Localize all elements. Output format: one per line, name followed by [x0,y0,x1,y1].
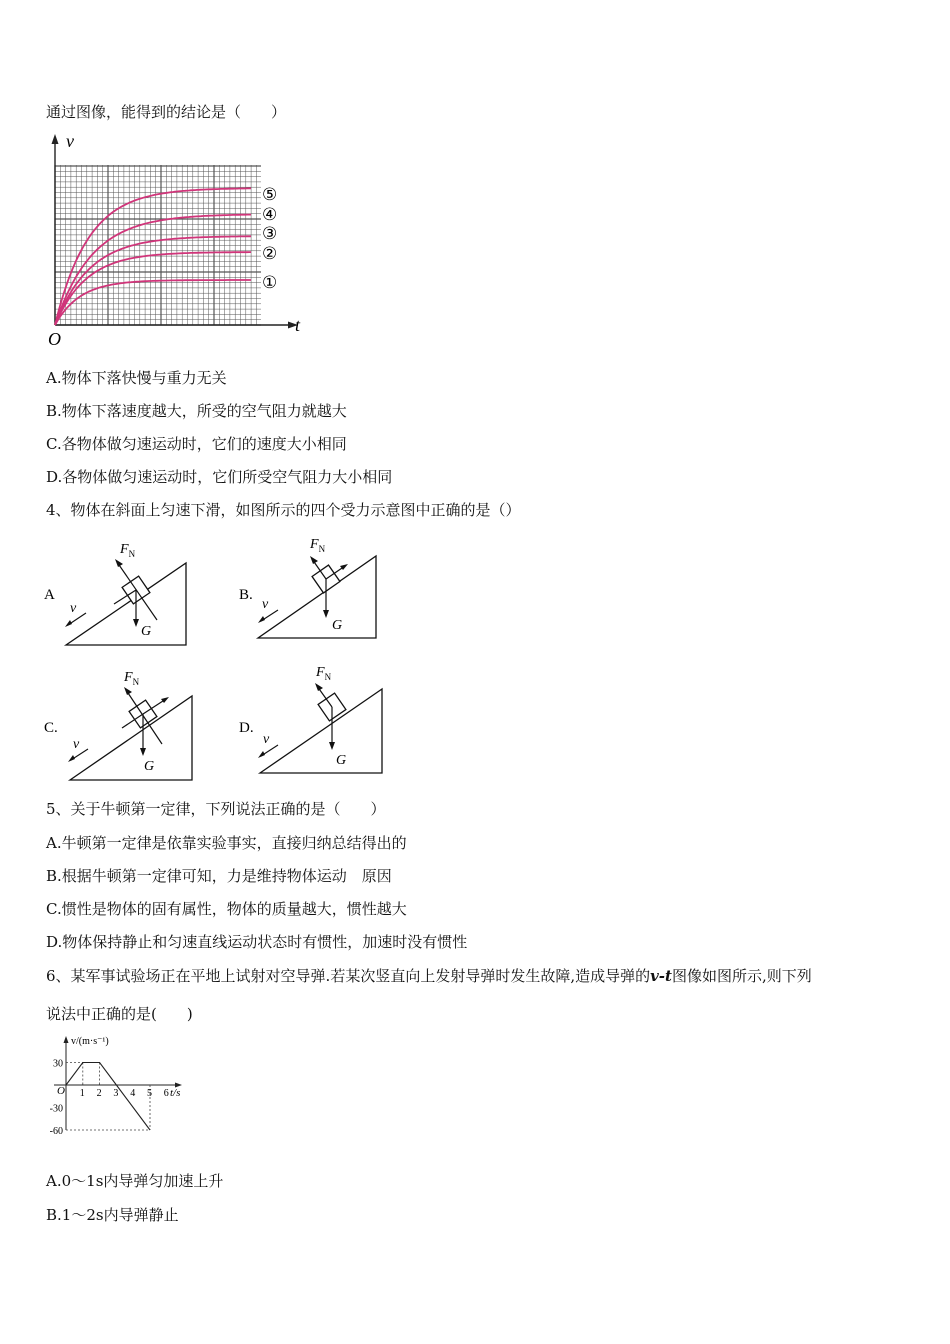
gravity-arrowhead [323,610,329,618]
normal-force-arrowhead [124,687,132,695]
missile-vt-chart [40,1030,200,1142]
force-g-label: G [336,753,347,768]
diagram-b-label: B. [239,587,253,603]
force-diagram-c [40,668,200,783]
q6-option-b: B.1～2s内导弹静止 [46,1206,179,1224]
q5-option-d: D.物体保持静止和匀速直线运动状态时有惯性，加速时没有惯性 [46,933,468,951]
y-axis-label: v [66,131,74,151]
q5-option-c: C.惯性是物体的固有属性，物体的质量越大，惯性越大 [46,900,407,918]
force-n-label: $F_N$ [124,670,140,687]
y-tick-label: -60 [49,1126,63,1137]
velocity-time-chart [40,132,310,348]
x-tick-label: 4 [130,1088,136,1099]
x-tick-label: 2 [96,1088,102,1099]
velocity-curves [55,188,251,325]
force-n-label: $F_N$ [120,542,136,559]
velocity-arrowhead [258,616,265,623]
x-tick-label: 1 [79,1088,85,1099]
x-axis-label: t [295,315,301,335]
question-4-stem: 4、物体在斜面上匀速下滑，如图所示的四个受力示意图中正确的是（） [46,501,521,519]
force-diagram-d [236,662,392,777]
q6-stem-start: 6、某军事试验场正在平地上试射对空导弹.若某次竖直向上发射导弹时发生故障,造成导弹的 [46,967,651,985]
normal-force-arrow [117,562,157,620]
option-c: C.各物体做匀速运动时，它们的速度大小相同 [46,435,347,453]
incline [70,696,192,780]
velocity-label: v [262,597,269,612]
velocity-arrowhead [258,751,265,758]
curve-label-1: ① [262,273,278,292]
x-tick-label: 3 [113,1088,119,1099]
question-6-stem-line2: 说法中正确的是( ) [46,1005,193,1023]
vt-y-axis-arrow [64,1036,69,1043]
normal-force-arrowhead [115,559,123,567]
gravity-arrowhead [329,742,335,750]
q6-stem-vt: v-t [650,967,672,985]
curve-label-5: ⑤ [262,185,278,204]
vt-x-label: t/s [170,1087,181,1099]
diagram-d-label: D. [239,720,254,736]
vt-origin: O [57,1085,65,1097]
vt-ticks [50,1059,169,1138]
force-diagram-b [236,530,386,645]
velocity-curve-5 [55,188,251,325]
diagram-c-label: C. [44,720,58,736]
origin-label: O [48,329,61,349]
curve-label-4: ④ [262,205,278,224]
option-b: B.物体下落速度越大，所受的空气阻力就越大 [46,402,347,420]
velocity-arrowhead [65,620,72,627]
y-tick-label: 30 [53,1058,63,1070]
velocity-label: v [70,601,77,616]
question-5-stem: 5、关于牛顿第一定律，下列说法正确的是（ ） [46,800,386,818]
option-d: D.各物体做匀速运动时，它们所受空气阻力大小相同 [46,468,393,486]
q5-option-a: A.牛顿第一定律是依靠实验事实，直接归纳总结得出的 [46,834,407,852]
question-stem: 通过图像，能得到的结论是（ ） [46,103,287,121]
normal-force-arrowhead [310,556,318,564]
y-tick-label: -30 [49,1103,63,1115]
diagram-a-label: A [44,587,55,603]
q6-stem-end: 图像如图所示,则下列 [671,967,812,985]
force-g-label: G [144,759,155,774]
gravity-arrowhead [133,619,139,627]
option-a: A.物体下落快慢与重力无关 [46,369,227,387]
velocity-curve-4 [55,215,251,325]
curve-label-2: ② [262,244,278,263]
incline [258,556,376,638]
incline [260,689,382,773]
q5-option-b: B.根据牛顿第一定律可知，力是维持物体运动 原因 [46,867,392,885]
q6-option-a: A.0～1s内导弹匀加速上升 [46,1172,224,1190]
gravity-arrowhead [140,748,146,756]
question-6-stem-line1 [46,966,812,986]
curve-label-3: ③ [262,224,278,243]
force-g-label: G [141,624,152,639]
force-n-label: $F_N$ [316,665,332,682]
force-n-label: $F_N$ [310,537,326,554]
velocity-label: v [263,732,270,747]
vt-guides [66,1063,150,1131]
velocity-curve-1 [55,280,251,325]
velocity-arrowhead [68,755,75,762]
force-diagram-a [40,535,200,650]
x-tick-label: 5 [147,1088,152,1099]
vt-series-line [66,1063,150,1131]
velocity-label: v [73,737,80,752]
normal-force-arrowhead [315,683,323,691]
force-g-label: G [332,618,343,633]
y-axis-arrow [52,134,59,144]
x-tick-label: 6 [163,1088,169,1099]
vt-y-label: v/(m·s⁻¹) [71,1036,109,1047]
